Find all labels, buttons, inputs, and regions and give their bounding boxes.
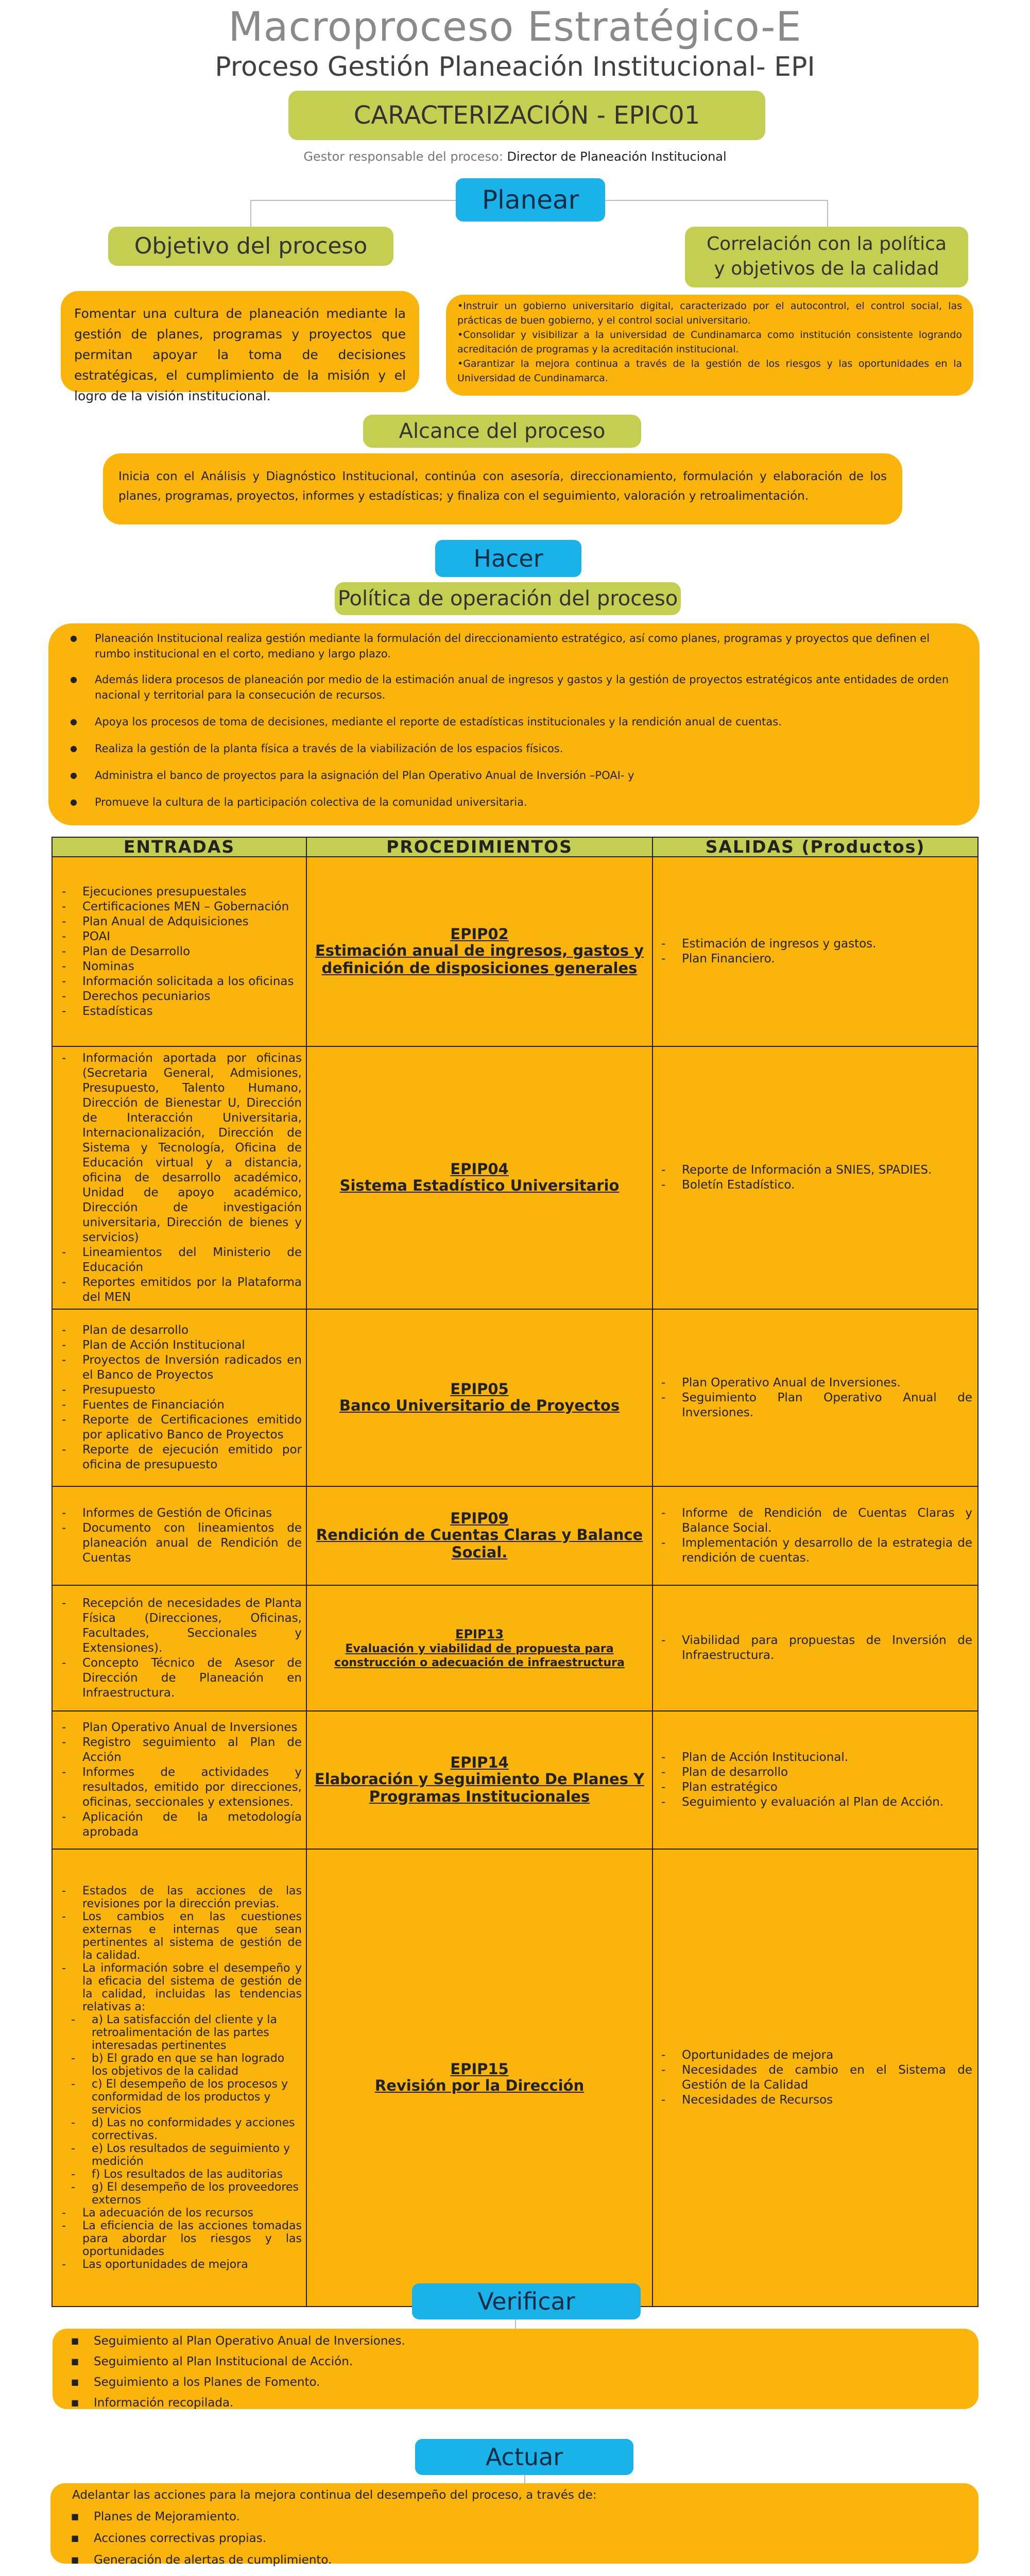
entradas-cell xyxy=(52,857,306,1046)
salidas-cell xyxy=(653,857,978,1046)
entrada-subitem: - g) El desempeño de los proveedores externos xyxy=(92,2181,302,2207)
table-row xyxy=(52,1585,978,1711)
salida-item: - Seguimiento y evaluación al Plan de Acción. xyxy=(682,1795,972,1810)
procedimiento-cell xyxy=(306,1309,653,1486)
procedimiento-cell xyxy=(306,1585,653,1711)
salidas-cell xyxy=(653,1585,978,1711)
entrada-item: - Plan de Desarrollo xyxy=(82,944,302,959)
politica-title: Política de operación del proceso xyxy=(335,582,681,615)
procedures-table xyxy=(52,837,978,2307)
planear-label: Planear xyxy=(456,178,605,222)
procedimiento-cell xyxy=(306,1486,653,1585)
procedimiento-name: Estimación anual de ingresos, gastos y definición de disposiciones generales xyxy=(315,941,644,977)
entrada-item: - Reporte de Certificaciones emitido por aplicativo Banco de Proyectos xyxy=(82,1413,302,1443)
entradas-cell xyxy=(52,1711,306,1849)
salida-item: - Plan de Acción Institucional. xyxy=(682,1750,972,1765)
correlacion-title xyxy=(685,227,968,287)
entrada-item: - Plan Operativo Anual de Inversiones xyxy=(82,1720,302,1735)
entrada-subitem: - f) Los resultados de las auditorias xyxy=(92,2168,302,2181)
entradas-cell xyxy=(52,1849,306,2307)
salidas-cell xyxy=(653,1486,978,1585)
entrada-item: - Estados de las acciones de las revisiones por la dirección previas. xyxy=(82,1885,302,1910)
gestor-value: Director de Planeación Institucional xyxy=(507,149,727,164)
entrada-item: - POAI xyxy=(82,929,302,944)
entrada-item: - Reportes emitidos por la Plataforma del MEN xyxy=(82,1275,302,1305)
objetivo-text: Fomentar una cultura de planeación mediante la gestión de planes, programas y proyectos que permitan apoyar la toma de decisiones estratégicas, el cumplimiento de la misión y el logro de la visión institucional. xyxy=(61,291,419,392)
salida-item: - Oportunidades de mejora xyxy=(682,2048,972,2063)
procedimiento-code: EPIP13 xyxy=(455,1626,504,1641)
entrada-subitem: - c) El desempeño de los procesos y conformidad de los productos y servicios xyxy=(92,2078,302,2116)
verificar-item: ■ Información recopilada. xyxy=(94,2393,978,2413)
procedimiento-name: Sistema Estadístico Universitario xyxy=(339,1176,620,1194)
header-entradas: ENTRADAS xyxy=(52,837,306,857)
actuar-item: ■ Generación de alertas de cumplimiento. xyxy=(94,2549,978,2571)
procedimiento-code: EPIP05 xyxy=(450,1380,509,1398)
correlacion-item: •Instruir un gobierno universitario digital, caracterizado por el autocontrol, el control social, las prácticas de buen gobierno, y el control social universitario. xyxy=(457,300,962,326)
macroproceso-title: Macroproceso Estratégico-E xyxy=(228,4,802,50)
correlacion-text xyxy=(446,295,973,396)
procedimiento-name: Rendición de Cuentas Claras y Balance Social. xyxy=(316,1526,643,1561)
procedimiento-name: Revisión por la Dirección xyxy=(374,2076,585,2094)
verificar-connector xyxy=(515,2318,516,2329)
procedimiento-cell xyxy=(306,857,653,1046)
procedimiento-code: EPIP14 xyxy=(450,1753,509,1771)
table-row xyxy=(52,1849,978,2307)
entrada-subitem: - b) El grado en que se han logrado los objetivos de la calidad xyxy=(92,2052,302,2078)
procedimiento-cell xyxy=(306,1711,653,1849)
actuar-item: ■ Acciones correctivas propias. xyxy=(94,2528,978,2549)
table-row xyxy=(52,857,978,1046)
procedimiento-code: EPIP15 xyxy=(450,2060,509,2078)
entrada-item: - Reporte de ejecución emitido por oficina de presupuesto xyxy=(82,1443,302,1472)
correlacion-title-line1: Correlación con la política xyxy=(706,233,947,255)
procedimiento-code: EPIP04 xyxy=(450,1160,509,1178)
header-procedimientos: PROCEDIMIENTOS xyxy=(306,837,653,857)
salidas-cell xyxy=(653,1711,978,1849)
procedimiento-code: EPIP02 xyxy=(450,925,509,943)
entrada-item: - Aplicación de la metodología aprobada xyxy=(82,1810,302,1840)
entrada-item: - Concepto Técnico de Asesor de Dirección de Planeación en Infraestructura. xyxy=(82,1656,302,1701)
verificar-item: ■ Seguimiento al Plan Operativo Anual de Inversiones. xyxy=(94,2331,978,2351)
entrada-item: - Plan de Acción Institucional xyxy=(82,1338,302,1353)
table-row xyxy=(52,1711,978,1849)
salida-item: - Reporte de Información a SNIES, SPADIES. xyxy=(682,1163,972,1178)
salida-item: - Plan estratégico xyxy=(682,1780,972,1795)
entrada-item: - Presupuesto xyxy=(82,1383,302,1398)
table-row xyxy=(52,1486,978,1585)
entradas-cell xyxy=(52,1046,306,1309)
entrada-item: - Recepción de necesidades de Planta Física (Direcciones, Oficinas, Facultades, Seccionales y Extensiones). xyxy=(82,1596,302,1656)
entrada-item: - Registro seguimiento al Plan de Acción xyxy=(82,1735,302,1765)
entrada-item: - Información aportada por oficinas (Secretaria General, Admisiones, Presupuesto, Talento Humano, Dirección de Bienestar U, Dirección de Interacción Universitaria, Internacionalización, Dirección de Sistema y Tecnología, Oficina de Educación virtual y a distancia, oficina de desarrollo académico, Unidad de apoyo académico, Dirección de investigación universitaria, Dirección de bienes y servicios) xyxy=(82,1051,302,1245)
salida-item: - Viabilidad para propuestas de Inversión de Infraestructura. xyxy=(682,1633,972,1663)
procedimiento-name: Banco Universitario de Proyectos xyxy=(339,1396,620,1414)
alcance-title: Alcance del proceso xyxy=(363,415,641,448)
actuar-box xyxy=(50,2483,978,2567)
actuar-item: ■ Planes de Mejoramiento. xyxy=(94,2506,978,2528)
entrada-item: - Fuentes de Financiación xyxy=(82,1398,302,1413)
entrada-item: - Informes de Gestión de Oficinas xyxy=(82,1506,302,1521)
politica-item: ● Promueve la cultura de la participación colectiva de la comunidad universitaria. xyxy=(95,794,959,810)
entrada-item: - Los cambios en las cuestiones externas e internas que sean pertinentes al sistema de gestión de la calidad. xyxy=(82,1910,302,1962)
salida-item: - Boletín Estadístico. xyxy=(682,1178,972,1193)
entrada-item: - Nominas xyxy=(82,959,302,974)
caracterizacion-badge: CARACTERIZACIÓN - EPIC01 xyxy=(288,91,765,140)
politica-item: ● Administra el banco de proyectos para la asignación del Plan Operativo Anual de Inversión –POAI- y xyxy=(95,768,959,783)
salidas-cell xyxy=(653,1046,978,1309)
entrada-item: - Proyectos de Inversión radicados en el Banco de Proyectos xyxy=(82,1353,302,1383)
procedimiento-name: Evaluación y viabilidad de propuesta para construcción o adecuación de infraestructura xyxy=(334,1642,625,1669)
politica-item: ● Además lidera procesos de planeación por medio de la estimación anual de ingresos y gastos y la gestión de proyectos estratégicos ante entidades de orden nacional y territorial para la consecución de recursos. xyxy=(95,672,959,703)
salida-item: - Informe de Rendición de Cuentas Claras y Balance Social. xyxy=(682,1506,972,1536)
politica-box xyxy=(48,623,980,825)
correlacion-title-line2: y objetivos de la calidad xyxy=(714,258,939,279)
verificar-label: Verificar xyxy=(412,2283,641,2319)
correlacion-item: •Consolidar y visibilizar a la universidad de Cundinamarca como institución consistente logrando acreditación de programas y la acreditación institucional. xyxy=(457,329,962,355)
table-row xyxy=(52,1309,978,1486)
salida-item: - Necesidades de cambio en el Sistema de Gestión de la Calidad xyxy=(682,2063,972,2093)
procedimiento-cell xyxy=(306,1046,653,1309)
table-header-row xyxy=(52,837,978,857)
entrada-item: - Plan de desarrollo xyxy=(82,1323,302,1338)
salida-item: - Plan Financiero. xyxy=(682,952,972,967)
salidas-cell xyxy=(653,1309,978,1486)
procedimiento-name: Elaboración y Seguimiento De Planes Y Programas Institucionales xyxy=(314,1770,645,1805)
salida-item: - Plan Operativo Anual de Inversiones. xyxy=(682,1376,972,1391)
header-salidas: SALIDAS (Productos) xyxy=(653,837,978,857)
entrada-subitem: - a) La satisfacción del cliente y la retroalimentación de las partes interesadas pertinentes xyxy=(92,2013,302,2052)
objetivo-title: Objetivo del proceso xyxy=(108,227,393,266)
entrada-item: - Derechos pecuniarios xyxy=(82,989,302,1004)
hacer-label: Hacer xyxy=(435,540,581,577)
table-row xyxy=(52,1046,978,1309)
salida-item: - Implementación y desarrollo de la estrategia de rendición de cuentas. xyxy=(682,1536,972,1566)
entrada-item: - Información solicitada a los oficinas xyxy=(82,974,302,989)
actuar-label: Actuar xyxy=(415,2439,633,2475)
politica-item: ● Realiza la gestión de la planta física a través de la viabilización de los espacios físicos. xyxy=(95,741,959,756)
politica-item: ● Apoya los procesos de toma de decisiones, mediante el reporte de estadísticas institucionales y la rendición anual de cuentas. xyxy=(95,714,959,730)
verificar-item: ■ Seguimiento al Plan Institucional de Acción. xyxy=(94,2351,978,2372)
salida-item: - Estimación de ingresos y gastos. xyxy=(682,937,972,952)
entradas-cell xyxy=(52,1585,306,1711)
entrada-item: - La eficiencia de las acciones tomadas para abordar los riesgos y las oportunidades xyxy=(82,2219,302,2258)
gestor-label: Gestor responsable del proceso: xyxy=(303,149,503,164)
entrada-item: - Informes de actividades y resultados, emitido por direcciones, oficinas, seccionales y extensiones. xyxy=(82,1765,302,1810)
entrada-item: - La información sobre el desempeño y la eficacia del sistema de gestión de la calidad, incluidas las tendencias relativas a: xyxy=(82,1962,302,2013)
procedimiento-cell xyxy=(306,1849,653,2307)
verificar-box xyxy=(53,2329,978,2409)
entrada-item: - La adecuación de los recursos xyxy=(82,2207,302,2219)
entradas-cell xyxy=(52,1486,306,1585)
verificar-item: ■ Seguimiento a los Planes de Fomento. xyxy=(94,2372,978,2393)
entrada-item: - Plan Anual de Adquisiciones xyxy=(82,914,302,929)
proceso-subtitle: Proceso Gestión Planeación Institucional- EPI xyxy=(215,52,815,82)
salida-item: - Plan de desarrollo xyxy=(682,1765,972,1780)
entrada-item: - Documento con lineamientos de planeación anual de Rendición de Cuentas xyxy=(82,1521,302,1566)
entrada-item: - Certificaciones MEN – Gobernación xyxy=(82,900,302,914)
salidas-cell xyxy=(653,1849,978,2307)
alcance-text: Inicia con el Análisis y Diagnóstico Institucional, continúa con asesoría, direccionamiento, formulación y elaboración de los planes, programas, proyectos, informes y estadísticas; y finaliza con el seguimiento, valoración y retroalimentación. xyxy=(103,453,902,524)
entrada-item: - Lineamientos del Ministerio de Educación xyxy=(82,1245,302,1275)
salida-item: - Seguimiento Plan Operativo Anual de Inversiones. xyxy=(682,1391,972,1420)
politica-item: ● Planeación Institucional realiza gestión mediante la formulación del direccionamiento estratégico, así como planes, programas y proyectos que definen el rumbo institucional en el corto, mediano y largo plazo. xyxy=(95,631,959,662)
entradas-cell xyxy=(52,1309,306,1486)
gestor-line xyxy=(0,149,1030,164)
correlacion-item: •Garantizar la mejora continua a través de la gestión de los riesgos y las oportunidades en la Universidad de Cundinamarca. xyxy=(457,358,962,384)
actuar-intro: Adelantar las acciones para la mejora continua del desempeño del proceso, a través de: xyxy=(72,2488,597,2502)
entrada-subitem: - d) Las no conformidades y acciones correctivas. xyxy=(92,2116,302,2142)
entrada-item: - Ejecuciones presupuestales xyxy=(82,885,302,900)
salida-item: - Necesidades de Recursos xyxy=(682,2093,972,2108)
procedimiento-code: EPIP09 xyxy=(450,1509,509,1527)
entrada-item: - Las oportunidades de mejora xyxy=(82,2258,302,2271)
entrada-item: - Estadísticas xyxy=(82,1004,302,1019)
entrada-subitem: - e) Los resultados de seguimiento y medición xyxy=(92,2142,302,2168)
